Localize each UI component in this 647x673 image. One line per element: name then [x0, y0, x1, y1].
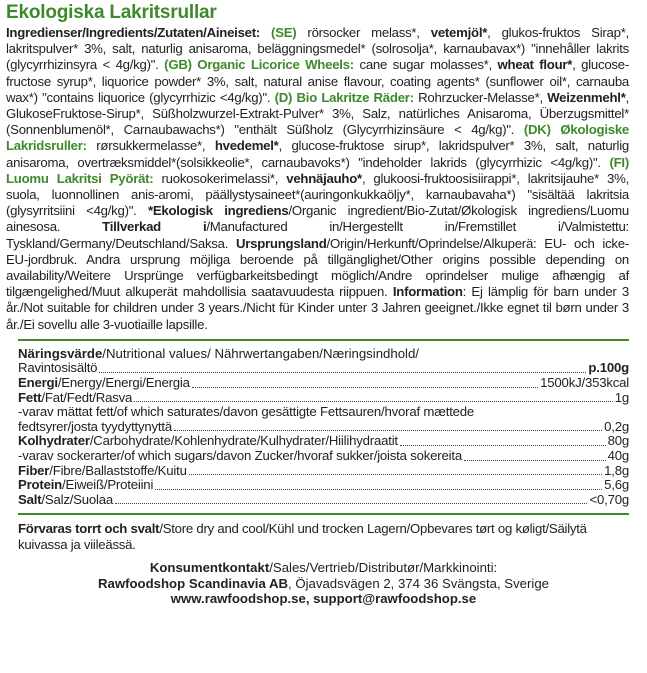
nutrition-row: Protein/Eiweiß/Proteiini 5,6g — [18, 477, 629, 493]
email-link[interactable]: support@rawfoodshop.se — [313, 591, 477, 607]
nutrition-rows — [18, 376, 629, 507]
nutrition-value: 0,2g — [604, 418, 629, 434]
nutrition-row: -varav sockerarter/of which sugars/davon Zucker/hvoraf sukker/joista sokereita 40g — [18, 448, 629, 464]
manufactured-label: Tillverkad i — [102, 219, 207, 235]
storage-instructions: Förvaras torrt och svalt/Store dry and cool/Kühl und trocken Lagern/Opbevares tørt og køligt/Säilytä kuivassa ja viileässä. — [18, 521, 587, 552]
ingredients-heading: Ingredienser/Ingredients/Zutaten/Aineiset: — [6, 25, 261, 40]
nutrition-row: Fiber/Fibre/Ballaststoffe/Kuitu 1,8g — [18, 462, 629, 478]
information-label: Information — [392, 284, 463, 300]
allergen-dk: hvedemel* — [214, 138, 279, 154]
nutrition-value: 5,6g — [604, 477, 629, 493]
origin-label: Ursprungsland — [235, 235, 327, 251]
nutrition-row: Fett/Fat/Fedt/Rasva 1g — [18, 389, 629, 405]
allergen-gb: wheat flour* — [497, 57, 573, 73]
allergen-de: Weizenmehl* — [547, 89, 626, 105]
nutrition-row: fedtsyrer/josta tyydyttynyttä 0,2g — [18, 418, 629, 434]
lang-dk-heading: (DK) Økologiske Lakridsruller: — [6, 122, 629, 154]
divider-top — [18, 339, 629, 341]
nutrition-value: 1g — [614, 389, 629, 405]
nutrition-heading: Näringsvärde/Nutritional values/ Nährwertangaben/Næringsindhold/ — [18, 345, 419, 361]
nutrition-value: 1500kJ/353kcal — [540, 375, 629, 391]
allergen-se: vetemjöl* — [430, 25, 488, 40]
divider-middle — [18, 513, 629, 515]
lang-gb-heading: (GB) Organic Licorice Wheels: — [164, 57, 354, 73]
nutrition-table — [6, 347, 629, 508]
nutrition-value: 1,8g — [604, 462, 629, 478]
company-address: , Öjavadsvägen 2, 374 36 Svängsta, Sverige — [288, 575, 550, 591]
nutrition-value: <0,70g — [589, 491, 629, 507]
lang-se-code: (SE) — [271, 25, 297, 40]
nutrition-row-per100g: Ravintosisältö p.100g — [18, 360, 629, 376]
nutrition-row: -varav mättat fett/of which saturates/davon gesättigte Fettsauren/hvoraf mættede — [18, 404, 475, 420]
organic-note-label: *Ekologisk ingrediens — [147, 203, 289, 219]
company-name: Rawfoodshop Scandinavia AB — [97, 575, 289, 591]
consumer-contact: Konsumentkontakt/Sales/Vertrieb/Distributør/Markkinointi: Rawfoodshop Scandinavia AB, Öjavadsvägen 2, 374 36 Svängsta, Sverige www.rawfoodshop.se, support@rawfoodshop.se — [97, 560, 550, 607]
allergen-fi: vehnäjauho* — [286, 170, 362, 186]
lang-fi-heading: (FI) Luomu Lakritsi Pyörät: — [6, 154, 629, 186]
ingredients-block: Ingredienser/Ingredients/Zutaten/Aineiset: (SE) rörsocker melass*, vetemjöl*, glukos-fruktos Sirap*, lakritspulver* 3%, salt, naturlig anisaroma, beläggningsmedel* (solrosolja*, karnaubavax*) "innehåller lakrits (glycyrrhizinsyra < 4g/kg)". (GB) Organic Licorice Wheels: cane sugar molasses*, wheat flour*, glucose-fructose syrup*, liquorice powder* 3%, salt, natural anise flavour, coating agents* (sunflower oil*, carnauba wax*) "contains liquorice (glycyrrhizic <4g/kg)". (D) Bio Lakritze Räder: Rohrzucker-Melasse*, Weizenmehl*, GlukoseFruktose-Sirup*, Süßholzwurzel-Extrakt-Pulver* 3%, Salz, natürliches Anisaroma, Überzugsmittel* (Sonnenblumenöl*, Carnaubawachs*) "enthält Süßholz (Glycyrrhizinsäure < 4g/kg)". (DK) Økologiske Lakridsruller: rørsukkermelasse*, hvedemel*, glucose-fruktose sirup*, lakridspulver* 3%, salt, naturlig anisaroma, overtræksmiddel*(solsikkeolie*, carnaubavoks*) "indeholder lakrids (glycyrrhizic <4g/kg)". (FI) Luomu Lakritsi Pyörät: ruokosokerimelassi*, vehnäjauho*, glukoosi-fruktoosisiirappi*, lakritsijauhe* 3%, suola, luonnollinen anis-aromi, päällystysaineet*(auringonkukkaöljy*, karnaubavaha*) "sisältää lakritsia (glysyrritsiini <4g/kg)". *Ekologisk ingrediens/Organic ingredient/Bio-Zutat/Økologisk ingrediens/Luomu ainesosa. Tillverkad i/Manufactured in/Hergestellt in/Fremstillet i/Valmistettu: Tyskland/Germany/Deutschland/Saksa. Ursprungsland/Origin/Herkunft/Oprindelse/Alkuperä: EU- och icke-EU-jordbruk. Andra ursprung möjliga beroende på tillgänglighet/Other origins possible depending on availability/Weitere Ursprünge verfügbarkeitsbedingt möglich/Andre oprindelser mulige afhængig af tilgængelighed/Muut alkuperät mahdollisia saatavuudesta riippuen. Information: Ej lämplig för barn under 3 år./Not suitable for children under 3 years./Nicht für Kinder unter 3 Jahren geeignet./Ikke egnet til børn under 3 år./Ei sovellu alle 3-vuotiaille lapsille. — [6, 25, 630, 332]
nutrition-row: Salt/Salz/Suolaa <0,70g — [18, 491, 629, 507]
lang-de-heading: (D) Bio Lakritze Räder: — [274, 89, 414, 105]
nutrition-value: 40g — [607, 448, 629, 464]
website-link[interactable]: www.rawfoodshop.se — [170, 591, 306, 607]
product-title: Ekologiska Lakritsrullar — [6, 2, 217, 23]
nutrition-row: Kolhydrater/Carbohydrate/Kohlenhydrate/Kulhydrater/Hiilihydraatit 80g — [18, 433, 629, 449]
nutrition-row: Energi/Energy/Energi/Energia 1500kJ/353kcal — [18, 375, 629, 391]
nutrition-value: 80g — [607, 433, 629, 449]
